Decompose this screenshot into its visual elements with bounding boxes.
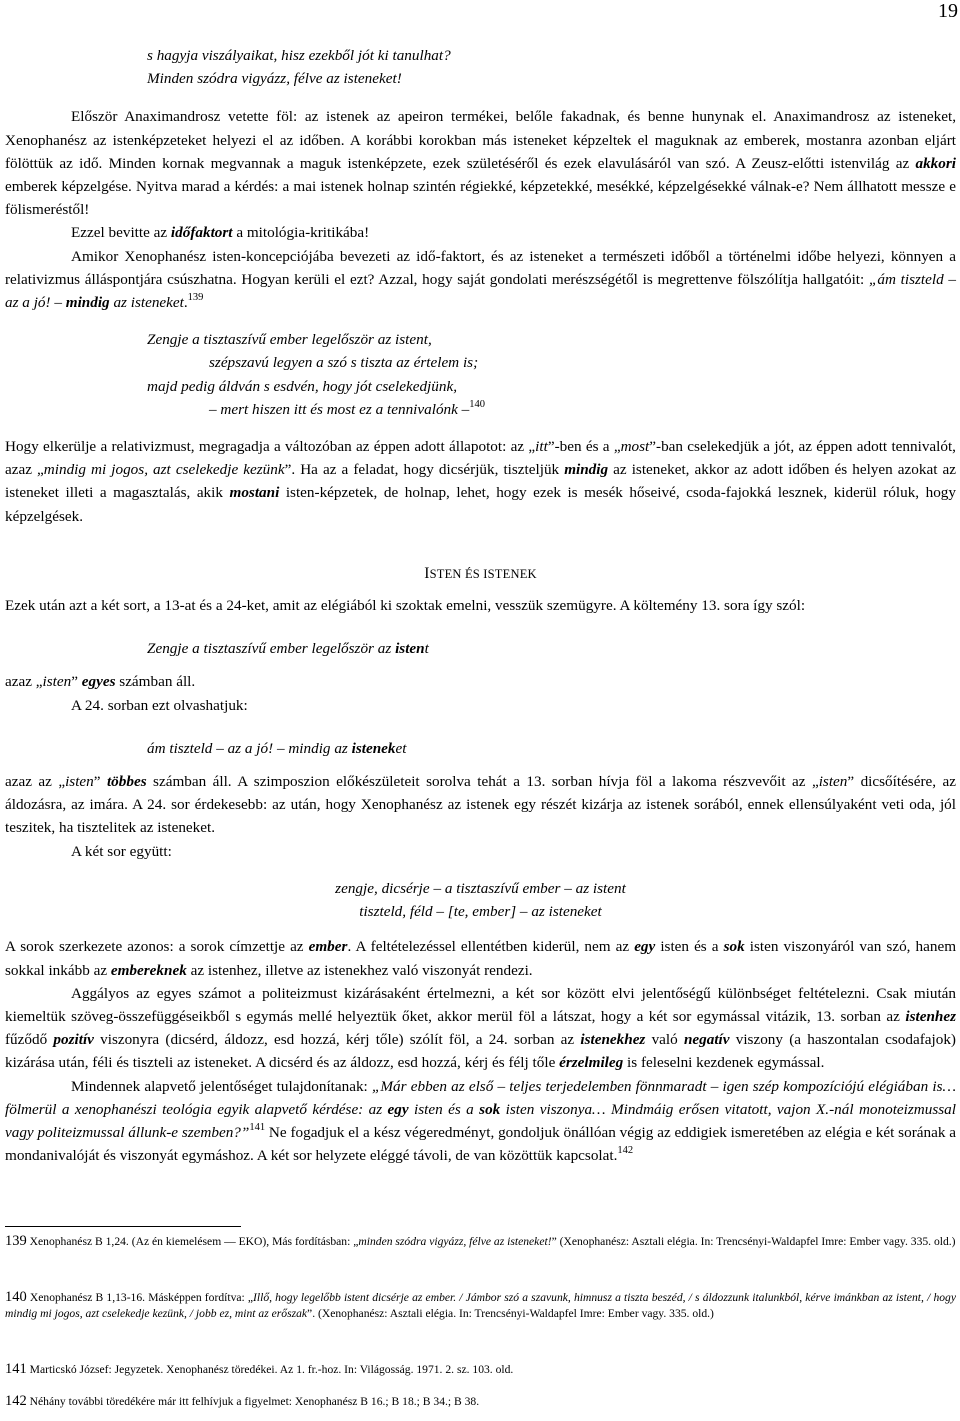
couplet-line: tiszteld, féld – [te, ember] – az isteneket [359, 903, 602, 921]
poem-line: Zengje a tisztaszívű ember legelőször az istent, [147, 331, 432, 349]
footnote-142 [5, 1394, 956, 1410]
emphasis: pozitív [53, 1031, 94, 1049]
quote: mindig mi jogos, azt cselekedje kezünk [43, 461, 285, 479]
footnote-number: 142 [5, 1393, 27, 1409]
text: – mert hiszen itt és most ez a tennivalónk – [209, 400, 470, 418]
motto [147, 44, 956, 90]
footnote-divider [5, 1226, 241, 1227]
quote: itt [535, 438, 548, 456]
quote: isten [65, 773, 94, 791]
text: azaz „ [5, 673, 43, 691]
motto-line: s hagyja viszályaikat, hisz ezekből jót ki tanulhat? [147, 47, 451, 64]
footnote-139 [5, 1234, 956, 1250]
text: ”. (Xenophanész: Asztali elégia. In: Trencsényi-Waldapfel Imre: Ember vagy. 335. old.) [307, 1306, 714, 1320]
footnote-number: 141 [5, 1361, 27, 1377]
emphasis: istenek [351, 739, 396, 757]
main-text [5, 44, 956, 1167]
text: Néhány további töredékére már itt felhívjuk a figyelmet: Xenophanész B 16.; B 18.; B 34.; B 38. [26, 1395, 480, 1408]
quote: az isteneket [109, 294, 184, 312]
emphasis: istenekhez [580, 1031, 646, 1049]
footnote-number: 139 [5, 1233, 27, 1249]
text: az isteneket, akkor az adott időben és helyen azokat az isteneket illeti a magasztalás, akik [5, 461, 956, 502]
text: ” [71, 673, 82, 691]
text: Ne fogadjuk el a kész végeredményt, gondoljuk önállóan végig az eddigiek ismeretében az elégia e két sorának a mondanivalóját és viszonyát egymáshoz. A két sor helyzete eléggé távoli, de van közöttük kapcsolat. [5, 1123, 956, 1165]
quote-line [147, 637, 956, 660]
couplet-line: zengje, dicsérje – a tisztaszívű ember – az istent [335, 879, 626, 897]
section-heading [5, 562, 956, 586]
text-line: A 24. sorban ezt olvashatjuk: [71, 696, 248, 714]
motto-line: Minden szódra vigyázz, félve az isteneket! [147, 70, 402, 88]
text: I [424, 564, 430, 582]
paragraph [5, 221, 956, 244]
quote: „ám tiszteld – az a jó! – [5, 270, 957, 312]
text: Mindennek alapvető jelentőséget tulajdonítanak: [71, 1077, 372, 1095]
text: ám tiszteld – az a jó! – mindig az [147, 739, 352, 757]
emphasis: akkori [915, 154, 956, 172]
emphasis: mindig [65, 294, 110, 312]
text: . [183, 294, 188, 312]
footnote-ref-142[interactable]: 142 [617, 1145, 634, 1157]
paragraph [5, 105, 956, 221]
poem-line [147, 398, 956, 421]
text-line: A két sor együtt: [71, 842, 172, 860]
poem-quote [147, 328, 956, 421]
text: ” dicsőítésére, az áldozásra, az imára. A 24. sor érdekesebb: az után, hogy Xenophanész az istenek egy részét kizárja az istenek sorából, ennek ellensúlyaként veti oda, jól teszitek, ha tisztelitek az isteneket. [5, 773, 956, 837]
text: isten viszonyáról van szó, hanem sokkal inkább az [5, 938, 957, 979]
page-number: 19 [938, 0, 958, 22]
emphasis: egy [387, 1100, 409, 1118]
text: Aggályos az egyes számot a politeizmust kizárásaként értelmezni, a két sor között elvi jelentőségű különbséget feltételezni. Csak miután kiemeltük szöveg-összefüggéseikből s egymás mellé helyeztük őket, akkor merül föl a látszat, hogy a két sor egymással vitázik, 13. sorban az [5, 984, 956, 1025]
text: Zengje a tisztaszívű ember legelőször az [147, 640, 396, 658]
emphasis: érzelmileg [559, 1054, 624, 1072]
text: Amikor Xenophanész isten-koncepciójába bevezeti az idő-faktort, és az isteneket a természeti időből a történelmi időbe helyezi, könnyen a relativizmus álláspontjára csúszhatna. Hogyan kerüli el ezt? Azzal, hogy saját gondolati merészségétől is megrettenve fölszólítja hallgatóit: [5, 247, 956, 288]
text: is feleselni kezdenek egymással. [623, 1054, 825, 1072]
emphasis: egyes [81, 673, 116, 691]
paragraph [5, 982, 956, 1075]
text: való [645, 1031, 684, 1049]
text: ”. Ha az a feladat, hogy dicsérjük, tiszteljük [284, 461, 565, 479]
quote: isten viszonya… Mindmáig erősen vitatott, vajon X.-nál monoteizmussal vagy politeizmussal állunk-e szemben?” [5, 1100, 956, 1141]
emphasis: egy [634, 938, 656, 956]
quote: isten [42, 673, 72, 691]
text: az istenhez, illetve az istenekhez való viszonyát rendezi. [186, 961, 533, 979]
text: számban áll. [115, 673, 196, 691]
text: Xenophanész B 1,24. (Az én kiemelésem — EKO), Más fordításban: „ [26, 1235, 359, 1248]
text: et [395, 739, 407, 757]
text: fűződő [5, 1031, 54, 1049]
emphasis: sok [723, 938, 745, 956]
quote: „Már ebben az első – teljes terjedelemben fönnmaradt – igen szép kompozíciójú elégiában is… fölmerül a xenophanészi teológia egyik alapvető kérdése: az [5, 1077, 956, 1118]
quote: Illő, hogy legelőbb istent dicsérje az ember. / Jámbor szó a szavunk, himnusz a tiszta beszéd, / s áldozzunk italunkból, kérve imánkban az istent, / hogy mindig mi jogos, azt cselekedje kezünk, / jobb ez, mint az erőszak [5, 1291, 956, 1320]
text: . A feltételezéssel ellentétben kiderül, nem az [347, 938, 635, 956]
text: Hogy elkerülje a relativizmust, megragadja a változóban az éppen adott állapotot: az „ [5, 438, 536, 456]
text: viszony (a haszontalan csodafajok) kizárása után, féli és tiszteli az isteneket. A dicsérd és az áldozz, esd hozzá, kérj és félj tőle [5, 1031, 956, 1072]
footnote-ref-140[interactable]: 140 [469, 398, 486, 410]
text: isten és a [655, 938, 724, 956]
paragraph [5, 245, 956, 315]
text: A sorok szerkezete azonos: a sorok címzettje az [5, 938, 309, 956]
emphasis: többes [106, 773, 147, 791]
poem-line: szépszavú legyen a szó s tiszta az értelem is; [209, 354, 479, 372]
paragraph [5, 1075, 956, 1168]
text: Ezzel bevitte az [71, 224, 171, 242]
text: t [424, 640, 429, 658]
footnote-141 [5, 1362, 956, 1378]
quote: isten és a [408, 1100, 480, 1118]
quote: isten [818, 773, 848, 791]
text: STEN ÉS ISTENEK [429, 566, 537, 581]
footnote-number: 140 [5, 1289, 27, 1305]
emphasis: isten [395, 640, 425, 658]
text: ” (Xenophanész: Asztali elégia. In: Trencsényi-Waldapfel Imre: Ember vagy. 335. old.) [551, 1235, 956, 1248]
footnote-140 [5, 1290, 956, 1321]
text: azaz az „ [5, 773, 66, 791]
text: a mitológia-kritikába! [232, 224, 370, 242]
emphasis: istenhez [905, 1007, 956, 1025]
emphasis: negatív [683, 1031, 730, 1049]
text-line [5, 670, 956, 693]
text: számban áll. A szimposzion előkészületeit sorolva tehát a 13. sorban hívja föl a lakoma részvevőit az „ [146, 773, 819, 791]
paragraph [5, 435, 956, 528]
emphasis: mindig [564, 461, 609, 479]
footnote-ref-139[interactable]: 139 [187, 292, 204, 304]
text: emberek képzelgése. Nyitva marad a kérdés: a mai istenek holnap szintén régiekké, képzetekké, mesékké, képzelgésekké válnak-e? Nem állhatott messze e fölismeréstől! [5, 178, 956, 219]
quote-line [147, 737, 956, 760]
couplet [5, 877, 956, 923]
emphasis: időfaktort [170, 224, 233, 242]
text: isten-képzetek, de holnap, lehet, hogy ezek is mesék hőseivé, csoda-fajokká lesznek, kiderül róluk, hogy képzelgések. [5, 484, 956, 525]
emphasis: embereknek [110, 961, 187, 979]
emphasis: sok [479, 1100, 501, 1118]
text: Először Anaximandrosz vetette föl: az istenek az apeiron termékei, belőle fakadnak, és benne hunynak el. Anaximandrosz az isteneket, Xenophanész az istenképzeteket helyezi el az időben. A korábbi korokban más isteneket képzeltek el maguknak az emberek, mostanra azonban eljárt fölöttük az idő. Minden kornak megvannak a maguk istenképzete, ezek születéséről és ezek elavulásáról van szó. A Zeusz-előtti istenvilág az [5, 108, 956, 172]
text: ”-ban cselekedjük a jót, az éppen adott tennivalót, azaz „ [5, 438, 956, 479]
footnote-ref-141[interactable]: 141 [249, 1121, 266, 1133]
quote: most [620, 438, 650, 456]
emphasis: ember [308, 938, 348, 956]
text: Xenophanész B 1,13-16. Másképpen fordítva: „ [26, 1291, 254, 1304]
text: Marticskó József: Jegyzetek. Xenophanész töredékei. Az 1. fr.-hoz. In: Világosság. 1971. 2. sz. 103. old. [26, 1363, 514, 1376]
paragraph: Ezek után azt a két sort, a 13-at és a 24-ket, amit az elégiából ki szoktak emelni, vesszük szemügyre. A költemény 13. sora így szól: [5, 597, 806, 615]
quote: minden szódra vigyázz, félve az isteneket! [358, 1235, 552, 1248]
poem-line: majd pedig áldván s esdvén, hogy jót cselekedjünk, [147, 377, 457, 395]
text: viszonyra (dicsérd, áldozz, esd hozzá, kérj tőle) szólít föl, a 24. sorban az [93, 1031, 581, 1049]
emphasis: mostani [229, 484, 280, 502]
text: ”-ben és a „ [547, 438, 621, 456]
paragraph [5, 770, 956, 840]
paragraph [5, 935, 956, 981]
text: ” [93, 773, 107, 791]
